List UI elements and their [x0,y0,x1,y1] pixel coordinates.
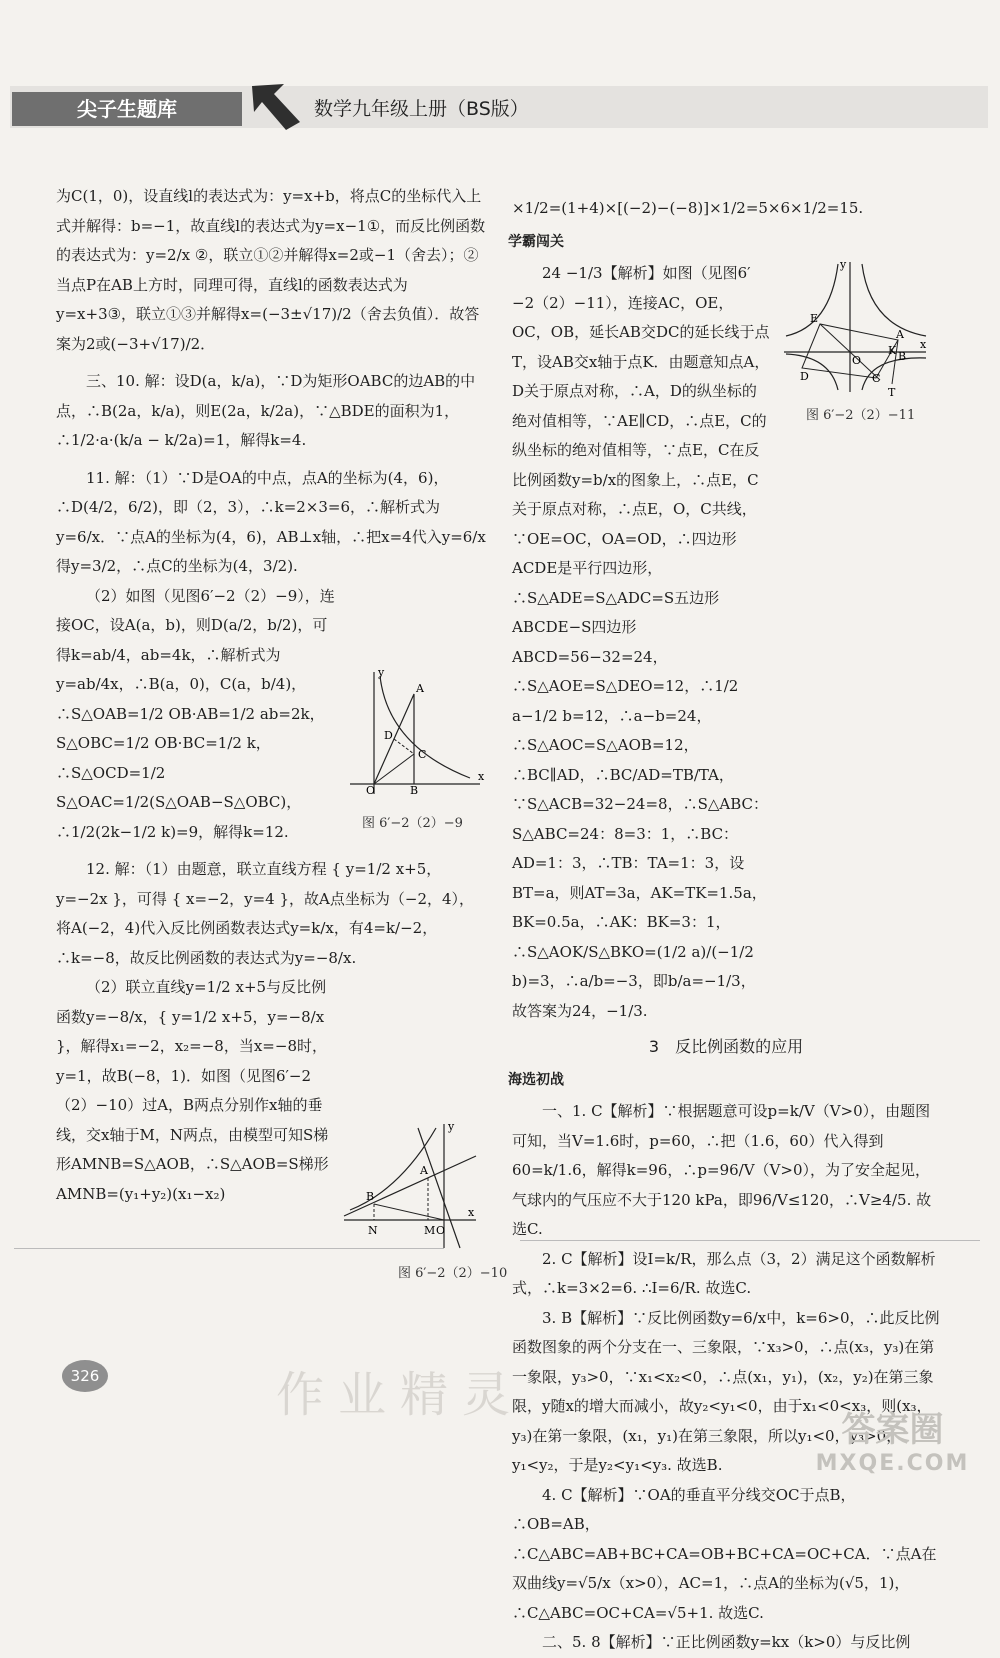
page-number: 326 [62,1360,108,1392]
answer-paragraph: 2. C【解析】设I=k/R，那么点（3，2）满足这个函数解析式，∴k=3×2=6. ∴I=6/R. 故选C. [512,1249,936,1297]
answer-paragraph: 11. 解：（1）∵D是OA的中点，点A的坐标为(4，6)，∴D(4/2，6/2)，即（2，3），∴k=2×3=6，∴解析式为y=6/x．∵点A的坐标为(4，6)，AB⊥x轴，∴把x=4代入y=6/x得y=3/2，∴点C的坐标为(4，3/2). [56,468,486,575]
figure-hyperbola-rectangle [340,666,490,796]
lesson-title: 3 反比例函数的应用 [648,1037,804,1056]
watermark: 作业精灵 [276,1367,525,1423]
answer-paragraph: 3. B【解析】∵反比例函数y=6/x中，k=6>0，∴此反比例函数图象的两个分支在一、三象限，∵x₃>0，∴点(x₃，y₃)在第一象限，y₃>0，∵x₁<x₂<0，∴点(x₁，y₁)，(x₂，y₂)在第三象限，y随x的增大而减小，故y₂<y₁<0，由于x₁<0<x₃，则(x₃，y₃)在第一象限，(x₁，y₁)在第三象限，所以y₁<0，y₃>0，y₁<y₂，于是y₂<y₁<y₃. 故选B. [512,1308,940,1474]
svg-text:x: x [478,770,485,783]
divider [520,1240,980,1241]
svg-text:B: B [366,1190,375,1203]
svg-text:y: y [448,1120,455,1133]
answer-paragraph: （2）如图（见图6′−2（2）−9），连接OC，设A(a，b)，则D(a/2，b/2)，可得k=ab/4，ab=4k，∴解析式为y=ab/4x，∴B(a，0)，C(a，b/4)，∴S△OAB=1/2 OB·AB=1/2 ab=2k，S△OBC=1/2 OB·BC=1/2 k，∴S△OCD=1/2 S△OAC=1/2(S△OAB−S△OBC)，∴1/2(2k−1/2 k)=9，解得k=12. [56,586,335,841]
svg-text:y: y [840,258,847,271]
svg-text:K: K [888,344,897,357]
figure-caption: 图 6′−2（2）−11 [806,408,916,423]
site-watermark-title: 答案圈 [841,1410,944,1450]
svg-text:A: A [416,682,424,695]
answer-paragraph: 4. C【解析】∵OA的垂直平分线交OC于点B，∴OB=AB，∴C△ABC=AB+BC+CA=OB+BC+CA=OC+CA．∵点A在双曲线y=√5/x（x>0），AC=1，∴点A的坐标为(√5，1)，∴C△ABC=OC+CA=√5+1. 故选C. [512,1485,937,1622]
section-heading: 海选初战 [508,1071,564,1088]
divider [14,1248,444,1249]
answer-paragraph: 为C(1，0)，设直线l的表达式为：y=x+b，将点C的坐标代入上式并解得：b=−1，故直线l的表达式为y=x−1①，而反比例函数的表达式为：y=2/x ②，联立①②并解得x=2或−1（舍去）；②当点P在AB上方时，同理可得，直线l的函数表达式为y=x+3③，联立①③并解得x=(−3±√17)/2（舍去负值）．故答案为2或(−3+√17)/2． [56,187,486,353]
svg-text:C: C [418,748,427,761]
book-title: 数学九年级上册（BS版） [314,98,529,120]
svg-text:C: C [872,372,881,385]
figure-caption: 图 6′−2（2）−10 [398,1266,508,1281]
svg-text:T: T [888,386,896,396]
answer-paragraph: 三、10. 解：设D(a，k/a)，∵D为矩形OABC的边AB的中点，∴B(2a，k/a)，则E(2a，k/2a)，∵△BDE的面积为1，∴1/2·a·(k/a − k/2a)=1，解得k=4. [56,372,476,449]
answer-paragraph: 二、5. 8【解析】∵正比例函数y=kx（k>0）与反比例 [542,1633,911,1651]
answer-paragraph: ×1/2=(1+4)×[(−2)−(−8)]×1/2=5×6×1/2=15. [512,199,864,217]
svg-text:x: x [468,1206,475,1219]
svg-text:B: B [410,784,419,796]
svg-text:O: O [366,784,376,796]
svg-text:O: O [852,354,862,367]
brand-label: 尖子生题库 [12,92,242,126]
answer-paragraph: 12. 解：（1）由题意，联立直线方程 { y=1/2 x+5，y=−2x }，可得 { x=−2，y=4 }，故A点坐标为（−2，4），将A(−2，4)代入反比例函数表达式y=k/x，有4=k/−2，∴k=−8，故反比例函数的表达式为y=−8/x. [56,860,475,967]
svg-text:A: A [420,1164,428,1177]
svg-text:M: M [424,1224,436,1237]
svg-text:D: D [384,729,393,742]
answer-paragraph: 一、1. C【解析】∵根据题意可设p=k/V（V>0），由题图可知，当V=1.6时，p=60，∴把（1.6，60）代入得到60=k/1.6，解得k=96，∴p=96/V（V>0），为了安全起见，气球内的气压应不大于120 kPa，即96/V≤120，∴V≥4/5. 故选C. [512,1102,932,1238]
svg-text:E: E [810,312,819,325]
svg-text:O: O [436,1224,446,1237]
site-watermark-url: MXQE.COM [815,1451,970,1476]
answer-paragraph: 24 −1/3【解析】如图（见图6′−2（2）−11），连接AC，OE，OC，OB，延长AB交DC的延长线于点T，设AB交x轴于点K．由题意知点A，D关于原点对称，∴A，D的纵坐标的绝对值相等，∵AE∥CD，∴点E，C的纵坐标的绝对值相等，∵点E，C在反比例函数y=b/x的图象上，∴点E，C关于原点对称，∴点E，O，C共线，∵OE=OC，OA=OD，∴四边形ACDE是平行四边形，∴S△ADE=S△ADC=S五边形ABCDE−S四边形ABCD=56−32=24，∴S△AOE=S△DEO=12，∴1/2 a−1/2 b=12，∴a−b=24，∴S△AOC=S△AOB=12，∴BC∥AD，∴BC/AD=TB/TA，∵S△ACB=32−24=8，∴S△ABC：S△ABC=24：8=3：1，∴BC：AD=1：3，∴TB：TA=1：3，设BT=a，则AT=3a，AK=TK=1.5a，BK=0.5a，∴AK：BK=3：1，∴S△AOK/S△BKO=(1/2 a)/(−1/2 b)=3，∴a/b=−3，即b/a=−1/3，故答案为24，−1/3. [512,264,770,1020]
site-watermark [800,1402,985,1482]
answer-paragraph: （2）联立直线y=1/2 x+5与反比例函数y=−8/x，{ y=1/2 x+5，y=−8/x }，解得x₁=−2，x₂=−8，当x=−8时，y=1，故B(−8，1)．如图（见图6′−2（2）−10）过A，B两点分别作x轴的垂线，交x轴于M，N两点，由模型可知S梯形AMNB=S△AOB，∴S△AOB=S梯形AMNB=(y₁+y₂)(x₁−x₂) [56,978,329,1203]
svg-text:y: y [378,666,385,679]
svg-text:B: B [898,350,907,363]
svg-text:A: A [896,328,904,341]
section-heading: 学霸闯关 [508,233,564,250]
svg-text:x: x [920,338,927,351]
svg-text:N: N [368,1224,378,1237]
figure-parallelogram-hyperbola [780,256,930,396]
figure-line-hyperbola [340,1120,480,1250]
svg-text:D: D [800,370,809,383]
arrow-icon [244,80,304,132]
figure-caption: 图 6′−2（2）−9 [362,816,463,831]
